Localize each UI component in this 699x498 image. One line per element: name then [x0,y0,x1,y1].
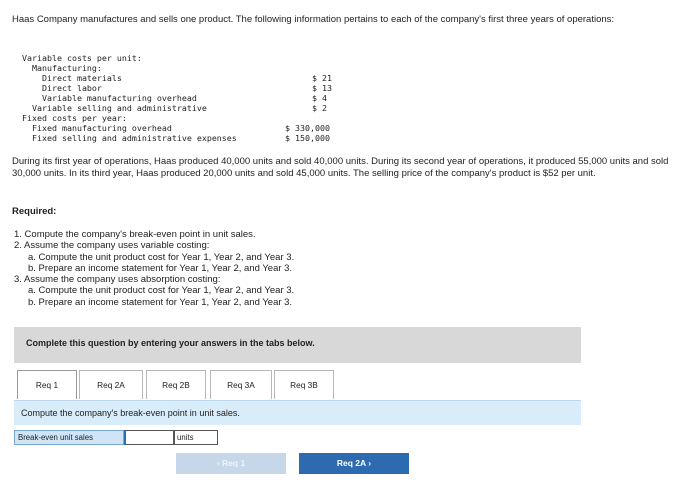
cost-value: $ 330,000 [285,123,330,133]
intro-text: Haas Company manufactures and sells one product. The following information pertains to each of the company's first three years of operations: [12,14,615,25]
cost-line: Direct materials [22,73,122,83]
requirement-item: 3. Assume the company uses absorption costing: [14,274,221,286]
break-even-label: Break-even unit sales [14,430,124,445]
requirement-item: b. Prepare an income statement for Year 1, Year 2, and Year 3. [28,296,293,308]
cost-value: $ 4 [312,93,327,103]
next-button-label: Req 2A [336,458,366,468]
requirement-item: a. Compute the unit product cost for Year 1, Year 2, and Year 3. [28,251,295,263]
tab-req-3b[interactable]: Req 3B [274,370,334,399]
question-bar [14,400,581,425]
tab-req-2a[interactable]: Req 2A [79,370,143,399]
cost-line: Fixed manufacturing overhead [22,123,172,133]
next-button[interactable] [299,453,409,474]
break-even-input[interactable] [124,430,174,445]
cost-line: Direct labor [22,83,102,93]
cost-line: Variable costs per unit: [22,53,142,63]
question-text: Compute the company's break-even point in unit sales. [21,408,240,418]
scenario-paragraph: During its first year of operations, Haas produced 40,000 units and sold 40,000 units. During its second year of operations, it produced 55,000 units and sold 30,000 units. In its third year, Haas produced 20,000 units and sold 45,000 units. The selling price of the company's product is $52 per unit. [12,156,669,179]
requirements-list [14,229,294,308]
requirement-item: 2. Assume the company uses variable costing: [14,240,210,252]
cost-value: $ 21 [312,73,332,83]
requirement-item: 1. Compute the company's break-even point in unit sales. [14,229,256,240]
chevron-right-icon: › [368,458,372,468]
requirement-item: a. Compute the unit product cost for Year 1, Year 2, and Year 3. [28,285,295,297]
tab-req-1[interactable]: Req 1 [17,370,77,399]
cost-line: Manufacturing: [22,63,102,73]
cost-line: Variable selling and administrative [22,103,207,113]
cost-line: Fixed costs per year: [22,113,127,123]
cost-value: $ 13 [312,83,332,93]
required-heading: Required: [12,206,57,217]
cost-line: Fixed selling and administrative expenses [22,133,237,143]
chevron-left-icon: ‹ [216,458,220,468]
cost-value: $ 2 [312,103,327,113]
requirement-item: b. Prepare an income statement for Year 1, Year 2, and Year 3. [28,262,293,274]
break-even-unit: units [174,430,218,445]
instruction-banner [14,327,581,363]
cost-value: $ 150,000 [285,133,330,143]
prev-button[interactable] [176,453,286,474]
tab-req-2b[interactable]: Req 2B [146,370,206,399]
prev-button-label: Req 1 [222,458,246,468]
tab-req-3a[interactable]: Req 3A [210,370,272,399]
instruction-text: Complete this question by entering your answers in the tabs below. [26,338,315,348]
cost-line: Variable manufacturing overhead [22,93,197,103]
